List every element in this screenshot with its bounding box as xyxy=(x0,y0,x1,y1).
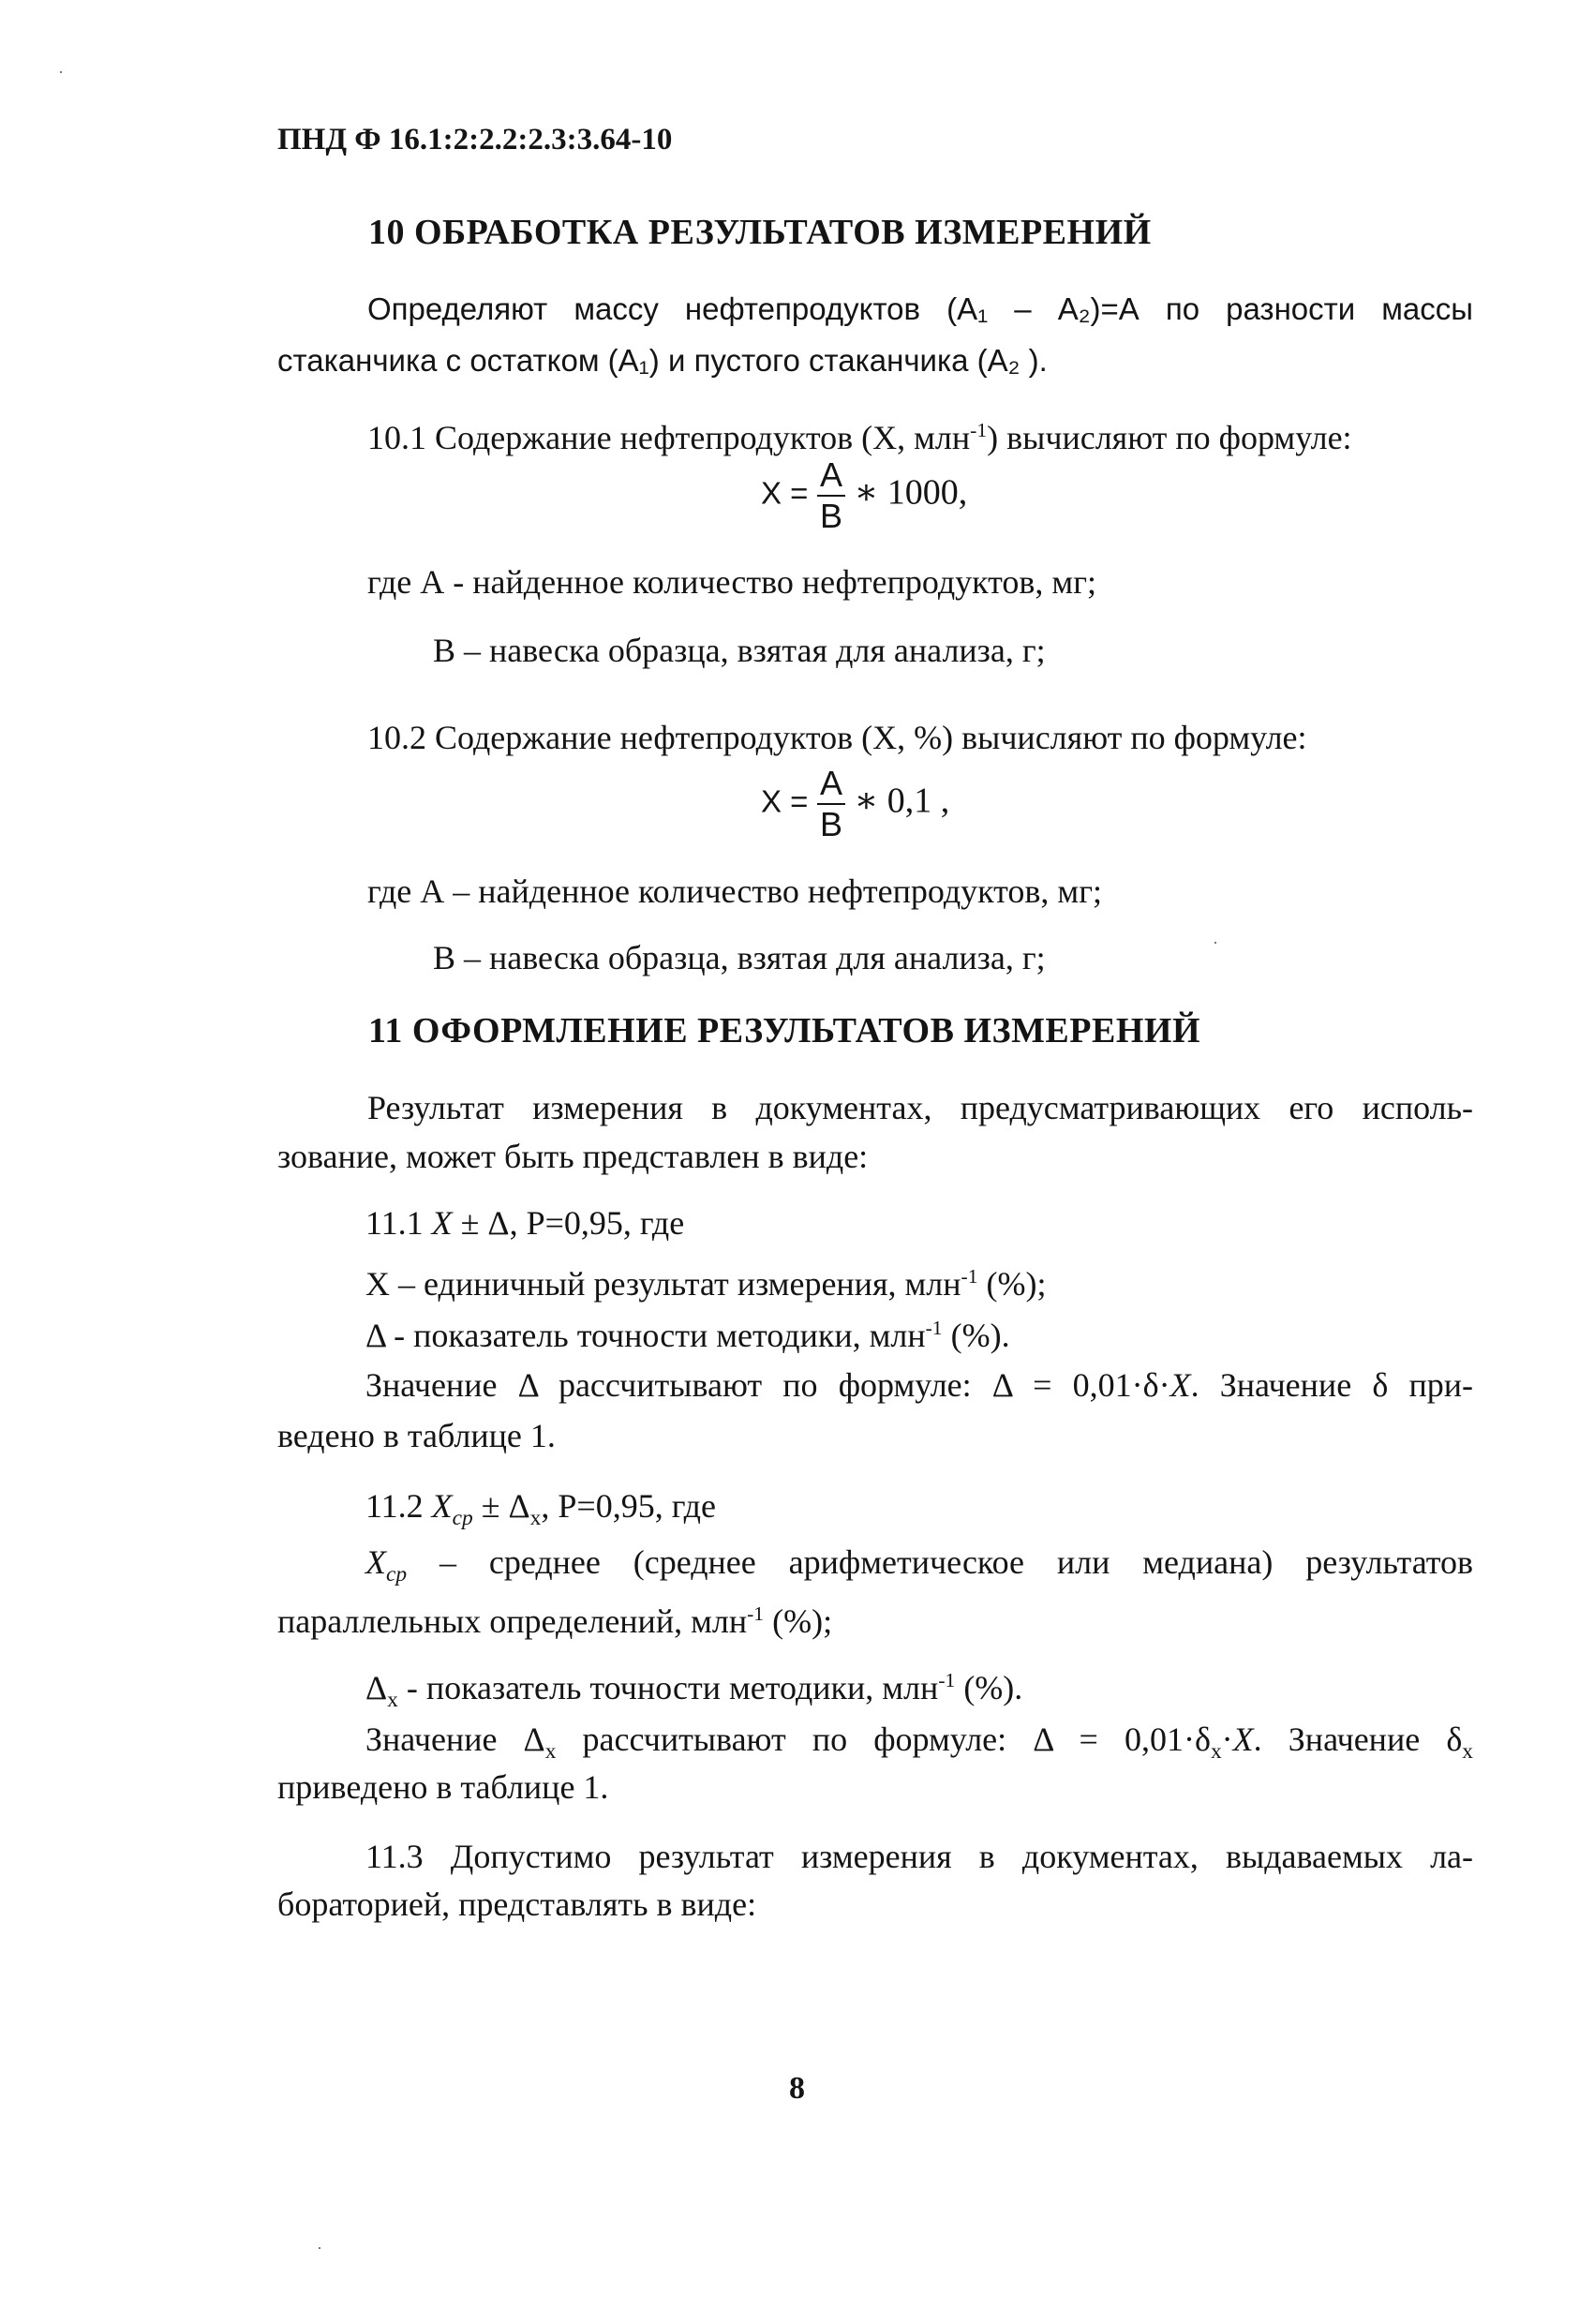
s11-intro-line-2: зование, может быть представлен в виде: xyxy=(277,1138,869,1175)
page-number: 8 xyxy=(789,2071,805,2106)
paragraph-10-1: 10.1 Содержание нефтепродуктов (X, млн$^{-1}$) вычисляют по формуле: xyxy=(367,419,1352,456)
formula-10-2 xyxy=(761,764,949,844)
item-11-2-delta-def: $\Delta_x$ - показатель точности методики, млн$^{-1}$ (%). xyxy=(365,1669,1023,1713)
where-10-1-b: В – навеска образца, взятая для анализа, г; xyxy=(433,632,1046,669)
fraction-denominator: B xyxy=(819,805,842,843)
paragraph-10-2: 10.2 Содержание нефтепродуктов (X, %) вычисляют по формуле: xyxy=(367,719,1307,756)
formula-rhs: ∗ 1000, xyxy=(854,472,968,513)
fraction xyxy=(817,764,845,844)
document-code: ПНД Ф 16.1:2:2.2:2.3:3.64-10 xyxy=(277,123,673,156)
where-10-2-b: В – навеска образца, взятая для анализа, г; xyxy=(433,939,1046,976)
item-11-2-def-line-2: параллельных определений, млн$^{-1}$ (%); xyxy=(277,1602,833,1640)
formula-lhs: X = xyxy=(761,475,809,511)
scan-speck xyxy=(60,71,62,73)
item-11-1-x-def: X – единичный результат измерения, млн$^{-1}$ (%); xyxy=(365,1265,1047,1303)
section-10-heading: 10 ОБРАБОТКА РЕЗУЛЬТАТОВ ИЗМЕРЕНИЙ xyxy=(368,213,1152,252)
where-10-1-a: где А - найденное количество нефтепродуктов, мг; xyxy=(367,563,1096,601)
formula-10-1 xyxy=(761,455,967,536)
scan-speck xyxy=(319,2247,320,2249)
item-11-2-def-line-1: $X_{ср}$ – среднее (среднее арифметическое или медиана) результатов xyxy=(365,1543,1474,1587)
item-11-2: 11.2 $X_{ср} \pm \Delta_x$, P=0,95, где xyxy=(365,1487,716,1531)
item-11-1-value-line-1: Значение Δ рассчитывают по формуле: Δ = 0,01·δ·X. Значение δ при- xyxy=(365,1366,1473,1404)
s10-intro-line-1: Определяют массу нефтепродуктов (А₁ – А₂)=А по разности массы xyxy=(367,291,1473,326)
item-11-1-value-line-2: ведено в таблице 1. xyxy=(277,1417,556,1454)
fraction xyxy=(817,455,845,536)
item-11-3-line-1: 11.3 Допустимо результат измерения в документах, выдаваемых ла- xyxy=(365,1838,1473,1875)
fraction-denominator: B xyxy=(819,497,842,535)
item-11-1-delta-def: Δ - показатель точности методики, млн$^{-1}$ (%). xyxy=(365,1317,1010,1354)
fraction-numerator: A xyxy=(817,455,845,497)
item-11-1: 11.1 X ± Δ, P=0,95, где xyxy=(365,1204,685,1242)
fraction-numerator: A xyxy=(817,764,845,805)
item-11-2-value-line-2: приведено в таблице 1. xyxy=(277,1768,609,1806)
section-11-heading: 11 ОФОРМЛЕНИЕ РЕЗУЛЬТАТОВ ИЗМЕРЕНИЙ xyxy=(368,1011,1201,1050)
formula-rhs: ∗ 0,1 , xyxy=(854,781,950,821)
item-11-2-value-line-1: Значение $\Delta_x$ рассчитывают по формуле: $\Delta = 0,01\cdot\delta_x\cdot X$. Значение $\delta_x$ xyxy=(365,1721,1473,1765)
s10-intro-line-2: стаканчика с остатком (А₁) и пустого стаканчика (А₂ ). xyxy=(277,343,1048,378)
scan-speck xyxy=(1214,942,1216,944)
formula-lhs: X = xyxy=(761,783,809,819)
s11-intro-line-1: Результат измерения в документах, предусматривающих его исполь- xyxy=(367,1089,1473,1126)
item-11-3-line-2: бораторией, представлять в виде: xyxy=(277,1885,757,1923)
where-10-2-a: где А – найденное количество нефтепродуктов, мг; xyxy=(367,872,1102,910)
